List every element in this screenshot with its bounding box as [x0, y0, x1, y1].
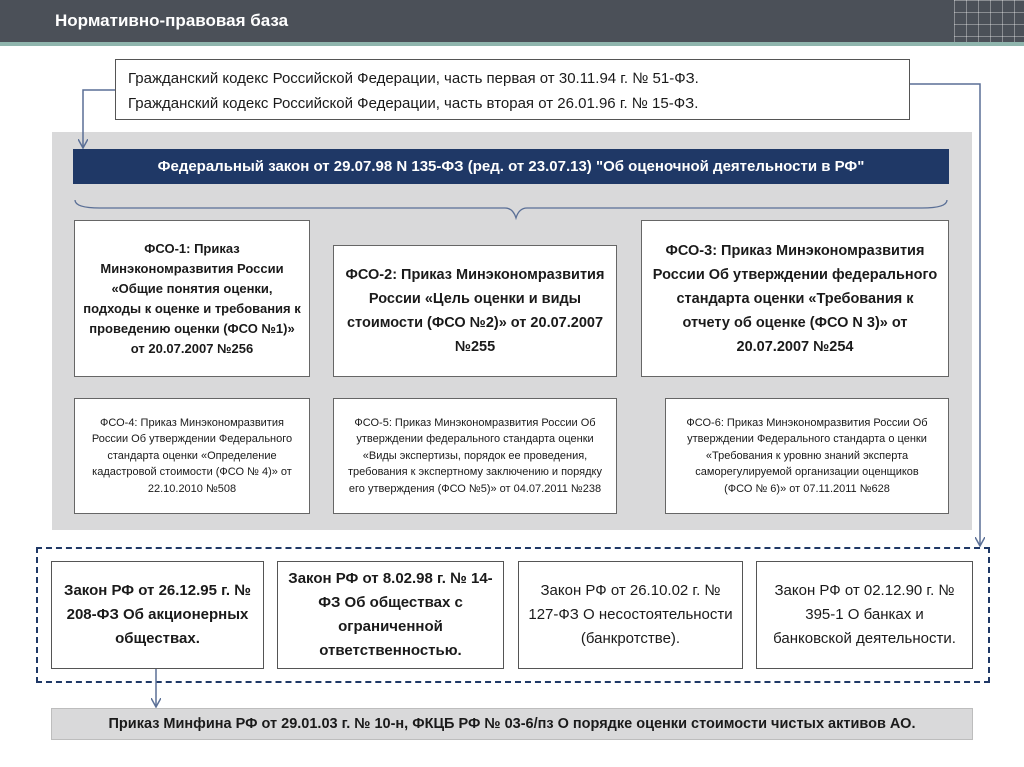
slide-title: Нормативно-правовая база: [55, 11, 289, 30]
civil-code-part-one: Гражданский кодекс Российской Федерации, часть первая от 30.11.94 г. № 51-ФЗ.: [128, 70, 699, 87]
federal-law-text: Федеральный закон от 29.07.98 N 135-ФЗ (ред. от 23.07.13) "Об оценочной деятельности в РФ": [157, 158, 865, 175]
law-banks-text: Закон РФ от 02.12.90 г. № 395-1 О банках и банковской деятельности.: [773, 582, 956, 647]
law-joint-stock-text: Закон РФ от 26.12.95 г. № 208-ФЗ Об акционерных обществах.: [64, 582, 251, 647]
law-llc-text: Закон РФ от 8.02.98 г. № 14-ФЗ Об обществах с ограниченной ответственностью.: [288, 570, 493, 659]
law-bankruptcy-text: Закон РФ от 26.10.02 г. № 127-ФЗ О несостоятельности (банкротстве).: [528, 582, 733, 647]
civil-code-part-two: Гражданский кодекс Российской Федерации, часть вторая от 26.01.96 г. № 15-ФЗ.: [128, 95, 699, 112]
fso-2-text: ФСО-2: Приказ Минэкономразвития России «Цель оценки и виды стоимости (ФСО №2)» от 20.07.2007 №255: [345, 267, 605, 355]
right-connector-arrow: [910, 84, 980, 545]
fso-1-text: ФСО-1: Приказ Минэкономразвития России «Общие понятия оценки, подходы к оценке и требования к проведению оценки (ФСО №1)» от 20.07.2007 №256: [83, 240, 301, 356]
left-connector-arrow: [83, 90, 115, 147]
fso-3-text: ФСО-3: Приказ Минэкономразвития России Об утверждении федерального стандарта оценки «Требования к отчету об оценке (ФСО N 3)» от 20.07.2007 №254: [652, 242, 938, 355]
fso-4-text: ФСО-4: Приказ Минэкономразвития России Об утверждении Федерального стандарта оценки «Определение кадастровой стоимости (ФСО № 4)» от 22.10.2010 №508: [91, 416, 293, 495]
brace-icon: [75, 200, 947, 218]
fso-6-text: ФСО-6: Приказ Минэкономразвития России Об утверждении Федерального стандарта о ценки «Требования к уровню знаний эксперта саморегулируемой организации оценщиков (ФСО № 6)» от 07.11.2011 №628: [686, 416, 928, 495]
fso-5-text: ФСО-5: Приказ Минэкономразвития России Об утверждении федерального стандарта оценки «Виды экспертизы, порядок ее проведения, требования к экспертному заключению и порядку его утверждения (ФСО №5)» от 04.07.2011 №238: [348, 416, 602, 495]
net-assets-order-text: Приказ Минфина РФ от 29.01.03 г. № 10-н, ФКЦБ РФ № 03-6/пз О порядке оценки стоимости чистых активов АО.: [108, 716, 916, 732]
